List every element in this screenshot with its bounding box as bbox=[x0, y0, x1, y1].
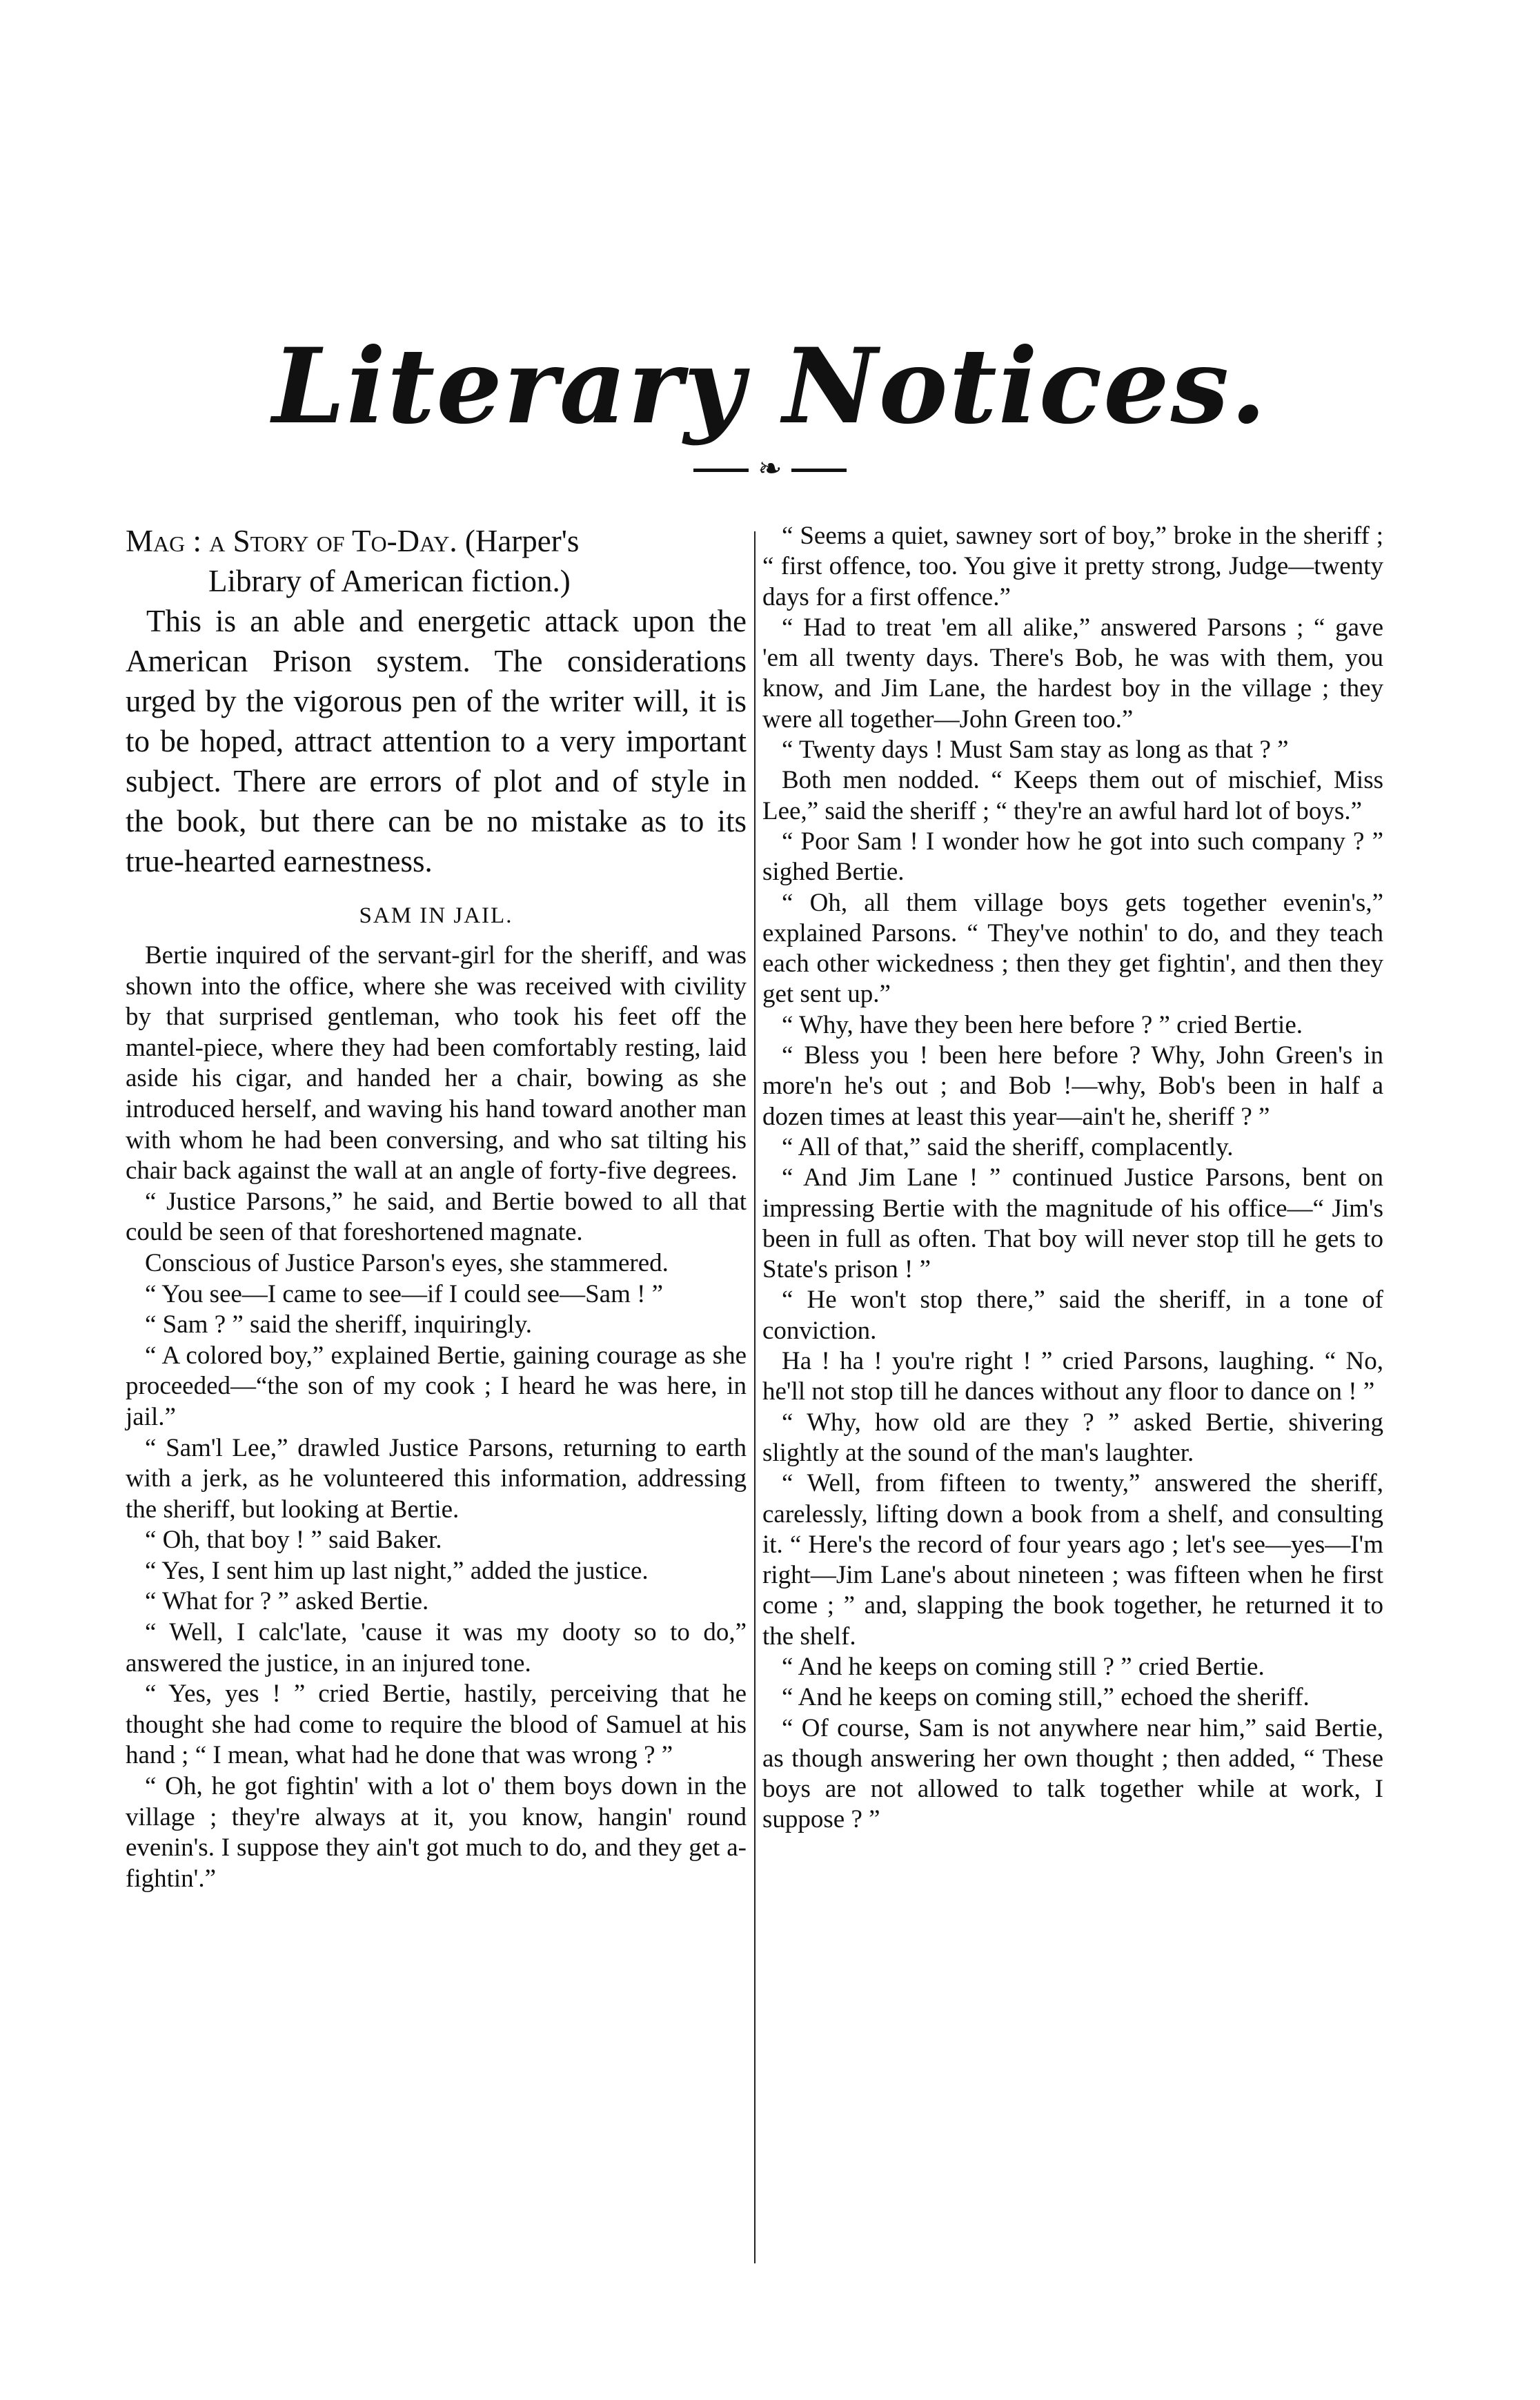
paragraph: “ Oh, all them village boys gets together evenin's,” explained Parsons. “ They've nothin' to do, and they teach each other wickedness ; then they get fightin', and then they get sent up.” bbox=[762, 888, 1383, 1009]
paragraph: “ Yes, I sent him up last night,” added the justice. bbox=[145, 1556, 649, 1585]
ornament-left-dash bbox=[693, 469, 749, 472]
column-divider bbox=[754, 531, 756, 2263]
paragraph: “ Why, how old are they ? ” asked Bertie, shivering slightly at the sound of the man's laughter. bbox=[762, 1408, 1383, 1467]
ornament-right-dash bbox=[791, 469, 847, 472]
paragraph: “ Why, have they been here before ? ” cried Bertie. bbox=[782, 1010, 1303, 1039]
review-body: This is an able and energetic attack upon the American Prison system. The considerations urged by the vigorous pen of the writer will, it is to be hoped, attract attention to a very important subject. There are errors of plot and of style in the book, but there can be no mistake as to its true-hearted earnestness. bbox=[126, 604, 747, 878]
paragraph: “ Well, from fifteen to twenty,” answered the sheriff, carelessly, lifting down a book from a shelf, and consulting it. “ Here's the record of four years ago ; let's see—yes—I'm right—Jim Lane's about nineteen ; was fifteen when he first come ; ” and, slapping the book together, he returned it to the shelf. bbox=[762, 1469, 1383, 1651]
paragraph: “ Oh, he got fightin' with a lot o' them boys down in the village ; they're always at it, you know, hangin' round evenin's. I suppose they ain't got much to do, and they get a-fightin'.” bbox=[126, 1772, 747, 1893]
paragraph: “ Seems a quiet, sawney sort of boy,” broke in the sheriff ; “ first offence, too. You give it pretty strong, Judge—twenty days for a first offence.” bbox=[762, 522, 1383, 611]
page-heading: Literary Notices. bbox=[272, 326, 1268, 447]
paragraph: Conscious of Justice Parson's eyes, she stammered. bbox=[145, 1248, 669, 1277]
ornament-icon: ❧ bbox=[758, 451, 782, 485]
paragraph: “ Bless you ! been here before ? Why, John Green's in more'n he's out ; and Bob !—why, Bob's been in half a dozen times at least this year—ain't he, sheriff ? ” bbox=[762, 1041, 1383, 1131]
heading-ornament bbox=[0, 452, 1540, 485]
review-title bbox=[126, 521, 747, 601]
review-title-publisher: (Harper's bbox=[457, 524, 580, 558]
paragraph: “ And he keeps on coming still ? ” cried Bertie. bbox=[782, 1652, 1265, 1681]
excerpt-heading: SAM IN JAIL. bbox=[359, 903, 513, 928]
paragraph: Both men nodded. “ Keeps them out of mischief, Miss Lee,” said the sheriff ; “ they're an awful hard lot of boys.” bbox=[762, 766, 1383, 825]
review-title-series: Library of American fiction.) bbox=[208, 564, 571, 598]
paragraph: “ He won't stop there,” said the sheriff, in a tone of conviction. bbox=[762, 1286, 1383, 1345]
paragraph: “ And Jim Lane ! ” continued Justice Parsons, bent on impressing Bertie with the magnitude of his office—“ Jim's been in full as often. That boy will never stop till he gets to State's prison ! ” bbox=[762, 1163, 1383, 1284]
left-column bbox=[126, 521, 747, 1894]
paragraph: “ A colored boy,” explained Bertie, gaining courage as she proceeded—“the son of my cook ; I heard he was here, in jail.” bbox=[126, 1341, 747, 1431]
paragraph: “ Well, I calc'late, 'cause it was my dooty so to do,” answered the justice, in an injured tone. bbox=[126, 1618, 747, 1678]
paragraph: “ All of that,” said the sheriff, complacently. bbox=[782, 1132, 1234, 1161]
paragraph: “ What for ? ” asked Bertie. bbox=[145, 1587, 429, 1616]
paragraph: “ Twenty days ! Must Sam stay as long as that ? ” bbox=[782, 736, 1289, 765]
paragraph: “ Had to treat 'em all alike,” answered Parsons ; “ gave 'em all twenty days. There's Bob, he was with them, you know, and Jim Lane, the hardest boy in the village ; they were all together—John Green too.” bbox=[762, 613, 1383, 734]
review-title-main: Mag : a Story of To-Day. bbox=[126, 524, 457, 558]
paragraph: “ Of course, Sam is not anywhere near him,” said Bertie, as though answering her own thought ; then added, “ These boys are not allowed to talk together while at work, I suppose ? ” bbox=[762, 1713, 1383, 1834]
paragraph: “ You see—I came to see—if I could see—Sam ! ” bbox=[145, 1279, 664, 1308]
paragraph: “ Yes, yes ! ” cried Bertie, hastily, perceiving that he thought she had come to require the blood of Samuel at his hand ; “ I mean, what had he done that was wrong ? ” bbox=[126, 1680, 747, 1770]
paragraph: “ Poor Sam ! I wonder how he got into such company ? ” sighed Bertie. bbox=[762, 827, 1383, 887]
paragraph: “ Oh, that boy ! ” said Baker. bbox=[145, 1526, 442, 1555]
right-column bbox=[762, 521, 1383, 1836]
left-paragraphs bbox=[126, 941, 747, 1894]
paragraph: Bertie inquired of the servant-girl for the sheriff, and was shown into the office, where she was received with civility by that surprised gentleman, who took his feet off the mantel-piece, where they had been comfortably resting, laid aside his cigar, and handed her a chair, bowing as she introduced herself, and waving his hand toward another man with whom he had been conversing, and who sat tilting his chair back against the wall at an angle of forty-five degrees. bbox=[126, 941, 747, 1186]
paragraph: “ Sam ? ” said the sheriff, inquiringly. bbox=[145, 1310, 533, 1339]
right-paragraphs bbox=[762, 521, 1383, 1836]
paragraph: “ Sam'l Lee,” drawled Justice Parsons, returning to earth with a jerk, as he volunteered this information, addressing the sheriff, but looking at Bertie. bbox=[126, 1433, 747, 1524]
paragraph: “ Justice Parsons,” he said, and Bertie bowed to all that could be seen of that foreshortened magnate. bbox=[126, 1187, 747, 1247]
paragraph: Ha ! ha ! you're right ! ” cried Parsons, laughing. “ No, he'll not stop till he dances without any floor to dance on ! ” bbox=[762, 1347, 1383, 1406]
paragraph: “ And he keeps on coming still,” echoed the sheriff. bbox=[782, 1683, 1310, 1712]
